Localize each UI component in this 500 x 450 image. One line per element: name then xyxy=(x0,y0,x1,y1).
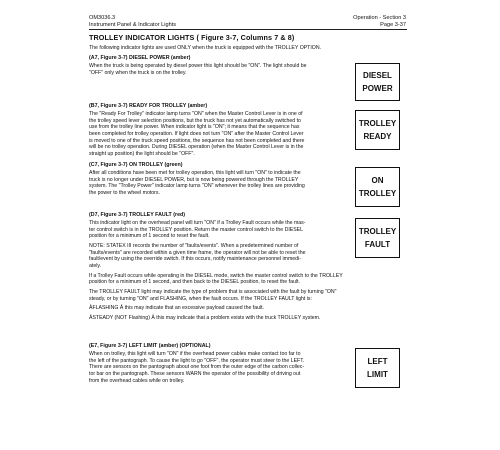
page-header-right xyxy=(353,15,406,28)
text-line: "OFF" only when the truck is on the trolley. xyxy=(89,69,187,76)
text-line: use from the trolley line power. When indicator light is "ON"; it means that the sequence has xyxy=(89,124,300,131)
text-line: There are sensors on the pantograph about one foot from the outer edge of the carbon collec- xyxy=(89,364,305,371)
text-line: steady, or by turning "ON" and FLASHING, when the fault occurs. If the TROLLEY FAULT light is: xyxy=(89,295,312,302)
text-line: the left of the pantograph. To cause the light to go "OFF", the operator must steer to the LEFT. xyxy=(89,357,305,364)
text-line: position for a minimum of 1 second to reset the fault. xyxy=(89,233,210,240)
text-line: This indicator light on the overhead panel will turn "ON" if a Trolley Fault occurs while the mas- xyxy=(89,220,306,227)
indicator-left-limit xyxy=(355,348,400,388)
indicator-trolley-fault xyxy=(355,218,400,258)
section-heading: (B7, Figure 3-7) READY FOR TROLLEY (amber) xyxy=(89,103,208,109)
text-line: When on trolley, this light will turn "ON" if the overhead power cables make contact too far to xyxy=(89,351,301,358)
text-line: from the overhead cables while on trolley. xyxy=(89,377,185,384)
section-heading: (D7, Figure 3-7) TROLLEY FAULT (red) xyxy=(89,212,186,218)
page-title: TROLLEY INDICATOR LIGHTS ( Figure 3-7, Columns 7 & 8) xyxy=(89,33,295,42)
indicator-trolley-ready xyxy=(355,110,400,150)
indicator-label: DIESEL xyxy=(363,71,392,80)
indicator-label: FAULT xyxy=(364,240,391,249)
indicator-label: TROLLEY xyxy=(358,189,397,198)
text-line: straight up position) the light should be "OFF". xyxy=(89,151,195,158)
text-line: system. The "Trolley Power" indicator lamp turns "ON" whenever the trolley lines are providing xyxy=(89,183,305,190)
text-line: ately. xyxy=(89,263,102,270)
indicator-label: TROLLEY xyxy=(358,227,397,236)
indicator-label: POWER xyxy=(362,84,393,93)
indicator-label: ON xyxy=(371,176,384,185)
text-line: The TROLLEY FAULT light may indicate the type of problem that is associated with the fault by turning "ON" xyxy=(89,289,337,296)
section-label: Operation - Section 3 xyxy=(353,15,406,21)
text-line: is moved to one of the truck speed positions, the sequence has not been completed and there xyxy=(89,137,305,144)
section-left-limit xyxy=(89,343,304,384)
intro-text: The following indicator lights are used ONLY when the truck is equipped with the TROLLEY OPTION. xyxy=(89,45,322,51)
section-diesel-power xyxy=(89,55,307,76)
section-heading: (E7, Figure 3-7) LEFT LIMIT (amber) (OPTIONAL) xyxy=(89,343,211,349)
text-line: The "Ready For Trolley" indicator lamp turns "ON" when the Master Control Lever is in one of xyxy=(89,111,303,118)
page-number: Page 3-37 xyxy=(380,21,406,28)
section-heading: (A7, Figure 3-7) DIESEL POWER (amber) xyxy=(89,55,191,61)
text-line: When the truck is being operated by diesel power this light should be "ON". The light should be xyxy=(89,63,307,70)
text-line: truck is no longer under DIESEL POWER, but is now being powered through the TROLLEY xyxy=(89,176,299,183)
indicator-on-trolley xyxy=(355,167,400,207)
text-line: ter control switch is in the TROLLEY position. Return the master control switch to the DIESEL xyxy=(89,226,304,233)
text-line: the power to the wheel motors. xyxy=(89,190,160,197)
indicator-label: LIMIT xyxy=(367,370,388,379)
doc-subtitle: Instrument Panel & Indicator Lights xyxy=(89,21,177,28)
text-line: been completed for trolley operation. If light does not turn "ON" after the Master Control Lever xyxy=(89,131,304,138)
text-line: will be no trolley operation. During DIESEL operation (when the Master Control Lever is in the xyxy=(89,144,304,151)
section-heading: (C7, Figure 3-7) ON TROLLEY (green) xyxy=(89,162,183,168)
indicator-label: TROLLEY xyxy=(358,119,397,128)
text-line: If a Trolley Fault occurs while operating in the DIESEL mode, switch the master control switch to the TROLLEY xyxy=(89,272,343,279)
text-line: fault/event by using the override switch. If this occurs, notify maintenance personnel immedi- xyxy=(89,256,301,263)
header-rule xyxy=(89,29,407,30)
indicator-label: LEFT xyxy=(367,357,388,366)
text-line: tor bar on the pantograph. These sensors WARN the operator of the possibility of driving out xyxy=(89,371,301,378)
text-line: After all conditions have been met for trolley operation, this light will turn "ON" to indicate the xyxy=(89,170,301,177)
page-header-left xyxy=(89,15,176,28)
text-line: position for a minimum of 1 second, and then back to the DIESEL position, to reset the fault. xyxy=(89,279,300,286)
text-line: ÂFLASHING Â this may indicate that an excessive payload caused the fault. xyxy=(89,305,265,312)
text-line: ÂSTEADY (NOT Flashing) Â this may indicate that a problem exists with the truck TROLLEY system. xyxy=(89,315,321,322)
section-trolley-fault xyxy=(89,212,343,325)
text-line: "faults/events" are recorded within a given time frame, the operator will not be able to reset the xyxy=(89,249,306,256)
section-on-trolley xyxy=(89,162,305,197)
doc-number: OM3036.3 xyxy=(89,15,116,21)
indicator-label: READY xyxy=(363,132,392,141)
indicator-diesel-power xyxy=(355,63,400,101)
text-line: NOTE: STATEX III records the number of "faults/events". When a predetermined number of xyxy=(89,243,299,250)
section-ready-for-trolley xyxy=(89,103,304,158)
text-line: the trolley speed lever selection positions, but the truck has not yet automatically switched to xyxy=(89,117,301,124)
